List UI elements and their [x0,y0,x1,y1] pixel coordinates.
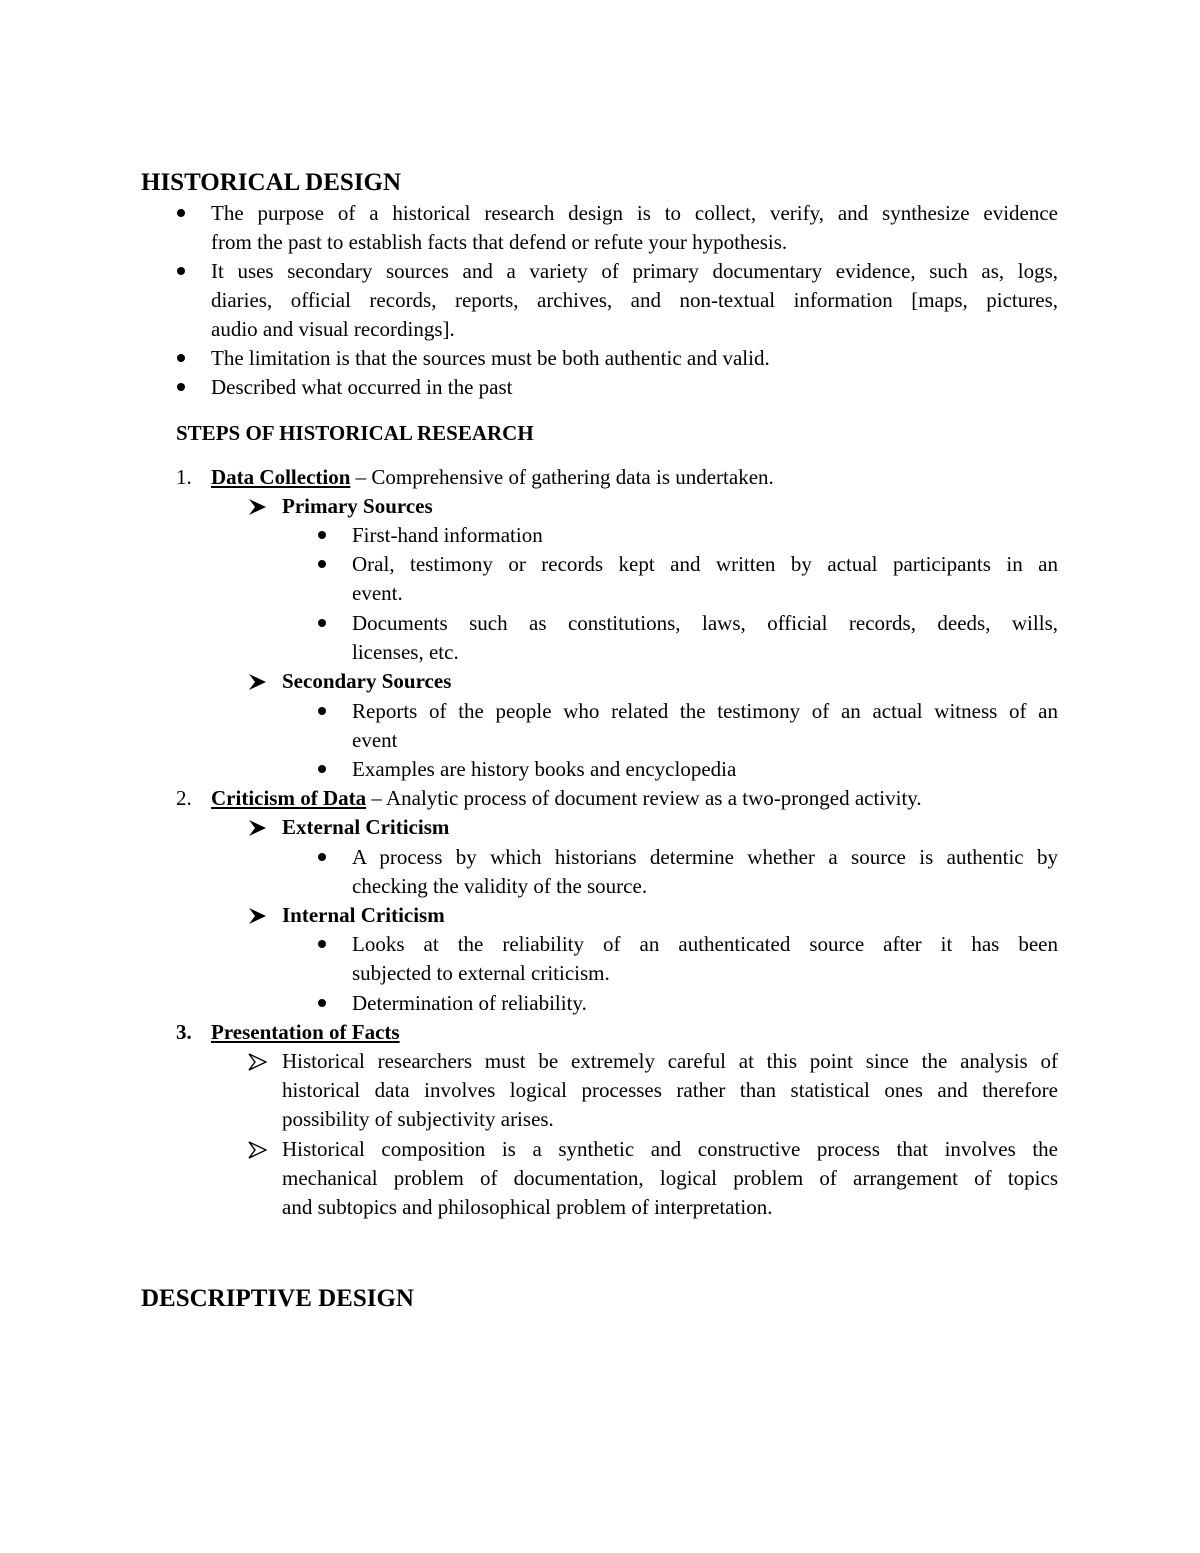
primary-item-2-line-1: Oral, testimony or records kept and written by actual participants in an [352,552,1058,576]
step-1-line [211,463,774,492]
step-3-item-2-line-1: Historical composition is a synthetic and constructive process that involves the [282,1137,1058,1161]
primary-item-3-line-2: licenses, etc. [352,640,459,664]
arrowhead-bullet-icon [247,672,267,692]
external-item-1-line-1: A process by which historians determine whether a source is authentic by [352,845,1058,869]
bullet-icon [318,531,326,539]
heading-steps: STEPS OF HISTORICAL RESEARCH [176,421,534,445]
bullet-icon [177,354,185,362]
primary-sources-title: Primary Sources [282,494,433,518]
primary-item-2-line-2: event. [352,581,403,605]
heading-historical-design: HISTORICAL DESIGN [141,169,402,196]
step-3-item-2-line-3: and subtopics and philosophical problem of interpretation. [282,1195,773,1219]
bullet-icon [177,209,185,217]
step-3-number: 3. [176,1020,192,1044]
step-2-desc: – Analytic process of document review as a two-pronged activity. [366,786,922,810]
intro-bullet-2-line-2: diaries, official records, reports, archives, and non-textual information [maps, pictures, [211,288,1058,312]
external-criticism-title: External Criticism [282,815,450,839]
bullet-icon [177,383,185,391]
arrowhead-bullet-icon [247,906,267,926]
internal-item-2: Determination of reliability. [352,991,587,1015]
arrowhead-bullet-icon [247,1140,267,1160]
step-3-item-1-line-3: possibility of subjectivity arises. [282,1107,554,1131]
bullet-icon [318,999,326,1007]
arrowhead-bullet-icon [247,497,267,517]
step-2-title: Criticism of Data [211,786,367,810]
bullet-icon [318,619,326,627]
internal-item-1-line-1: Looks at the reliability of an authenticated source after it has been [352,932,1058,956]
step-1-desc: – Comprehensive of gathering data is undertaken. [350,465,774,489]
intro-bullet-3: The limitation is that the sources must be both authentic and valid. [211,346,770,370]
intro-bullet-2-line-1: It uses secondary sources and a variety of primary documentary evidence, such as, logs, [211,259,1058,283]
step-3-title: Presentation of Facts [211,1020,400,1044]
external-item-1-line-2: checking the validity of the source. [352,874,648,898]
heading-descriptive-design: DESCRIPTIVE DESIGN [141,1285,414,1312]
secondary-item-1-line-2: event [352,728,398,752]
bullet-icon [318,560,326,568]
bullet-icon [318,707,326,715]
primary-item-1: First-hand information [352,523,543,547]
intro-bullet-2-line-3: audio and visual recordings]. [211,317,455,341]
internal-item-1-line-2: subjected to external criticism. [352,961,610,985]
bullet-icon [318,765,326,773]
secondary-item-1-line-1: Reports of the people who related the testimony of an actual witness of an [352,699,1058,723]
step-2-line [211,784,922,813]
step-3-item-1-line-2: historical data involves logical processes rather than statistical ones and therefore [282,1078,1058,1102]
bullet-icon [318,940,326,948]
internal-criticism-title: Internal Criticism [282,903,445,927]
primary-item-3-line-1: Documents such as constitutions, laws, official records, deeds, wills, [352,611,1058,635]
step-2-number: 2. [176,786,192,810]
step-1-title: Data Collection [211,465,351,489]
step-3-item-1-line-1: Historical researchers must be extremely careful at this point since the analysis of [282,1049,1058,1073]
intro-bullet-4: Described what occurred in the past [211,375,513,399]
step-1-number: 1. [176,465,192,489]
secondary-sources-title: Secondary Sources [282,669,452,693]
bullet-icon [177,267,185,275]
bullet-icon [318,853,326,861]
intro-bullet-1-line-2: from the past to establish facts that defend or refute your hypothesis. [211,230,788,254]
step-3-line [211,1018,400,1047]
arrowhead-bullet-icon [247,1052,267,1072]
intro-bullet-1-line-1: The purpose of a historical research design is to collect, verify, and synthesize evidence [211,201,1058,225]
secondary-item-2: Examples are history books and encyclopedia [352,757,737,781]
step-3-item-2-line-2: mechanical problem of documentation, logical problem of arrangement of topics [282,1166,1058,1190]
arrowhead-bullet-icon [247,818,267,838]
